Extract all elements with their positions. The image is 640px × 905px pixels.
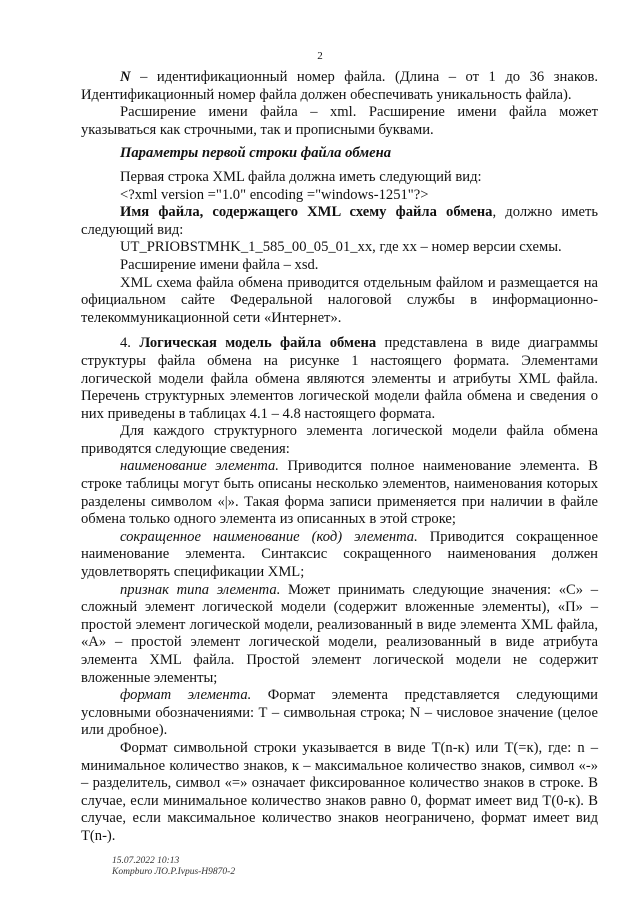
term-element-format: формат элемента. — [120, 687, 252, 704]
schema-file-name: UT_PRIOBSTMHK_1_585_00_05_01_xx, где хх – номер версии схемы. — [120, 239, 562, 256]
schema-name-bold: Имя файла, содержащего XML схему файла обмена — [120, 204, 493, 221]
element-type-text: Может принимать следующие значения: «С» – сложный элемент логической модели (содержит вложенные элементы), «П» – простой элемент логической модели, реализованный в виде элемента XML файла, «А» – простой элемент логической модели, реализованный в виде атрибута элемента XML файла. Простой элемент логической модели не содержит вложенные элементы; — [81, 581, 598, 686]
footer-date: 15.07.2022 10:13 — [112, 856, 180, 866]
heading-first-line: Параметры первой строки файла обмена — [120, 145, 392, 162]
term-element-code: сокращенное наименование (код) элемента. — [120, 528, 418, 545]
paragraph-first-line: Первая строка XML файла должна иметь следующий вид: — [120, 168, 482, 185]
footer-stamp — [112, 856, 235, 878]
element-format-text: Формат элемента представляется следующими условными обозначениями: Т – символьная строка; N – числовое значение (целое или дробное). — [81, 687, 598, 739]
page-number: 2 — [317, 50, 323, 62]
footer-path: Kompburo ЛО.Р.Ivpus-H9870-2 — [112, 867, 236, 877]
paragraph-element-info: Для каждого структурного элемента логической модели файла обмена приводятся следующие сведения: — [81, 423, 598, 457]
logical-model-text: представлена в виде диаграммы структуры файла обмена на рисунке 1 настоящего формата. Элементами логической модели файла обмена являются элементы и атрибуты XML файла. Перечень структурных элементов логической модели файла обмена и сведения о них приведены в таблицах 4.1 – 4.8 настоящего формата. — [81, 335, 598, 422]
paragraph-file-id-text: – идентификационный номер файла. (Длина – от 1 до 36 знаков. Идентификационный номер файла должен обеспечивать уникальность файла). — [81, 69, 598, 103]
logical-model-bold: Логическая модель файла обмена — [139, 335, 377, 352]
element-code-text: Приводится сокращенное наименование элемента. Синтаксис сокращенного наименования должен удовлетворять спецификации XML; — [81, 528, 598, 581]
paragraph-schema-name — [81, 204, 598, 239]
xml-declaration: <?xml version ="1.0" encoding ="windows-1251"?> — [120, 186, 429, 203]
term-element-name: наименование элемента. — [120, 458, 279, 475]
element-name-text: Приводится полное наименование элемента. В строке таблицы могут быть описаны несколько элементов, наименования которых разделены символом «|». Такая форма записи применяется при наличии в файле обмена только одного элемента из описанных в этой строке; — [81, 458, 598, 528]
section-heading-first-line — [81, 145, 598, 163]
paragraph-logical-model — [81, 335, 598, 423]
paragraph-element-type — [81, 582, 598, 688]
paragraph-element-code — [81, 529, 598, 582]
paragraph-extension: Расширение имени файла – xml. Расширение имени файла может указываться как строчными, так и прописными буквами. — [81, 104, 598, 138]
paragraph-element-name — [81, 458, 598, 528]
document-body — [81, 69, 598, 846]
paragraph-string-format: Формат символьной строки указывается в виде Т(n-к) или Т(=к), где: n – минимальное количество знаков, к – максимальное количество знаков, символ «-» – разделитель, символ «=» означает фиксированное количество знаков в строке. В случае, если минимальное количество знаков равно 0, формат имеет вид Т(0-к). В случае, если максимальное количество знаков неограничено, формат имеет вид Т(n-). — [81, 739, 598, 844]
term-element-type: признак типа элемента. — [120, 581, 281, 598]
paragraph-schema-publication: XML схема файла обмена приводится отдельным файлом и размещается на официальном сайте Федеральной налоговой службы в информационно-телекоммуникационной сети «Интернет». — [81, 274, 598, 326]
schema-extension: Расширение имени файла – xsd. — [120, 256, 319, 273]
term-n: N — [120, 69, 131, 85]
paragraph-element-format — [81, 687, 598, 740]
item-number: 4. — [120, 335, 140, 352]
schema-name-text: , должно иметь следующий вид: — [81, 204, 598, 238]
paragraph-file-id — [81, 69, 598, 104]
